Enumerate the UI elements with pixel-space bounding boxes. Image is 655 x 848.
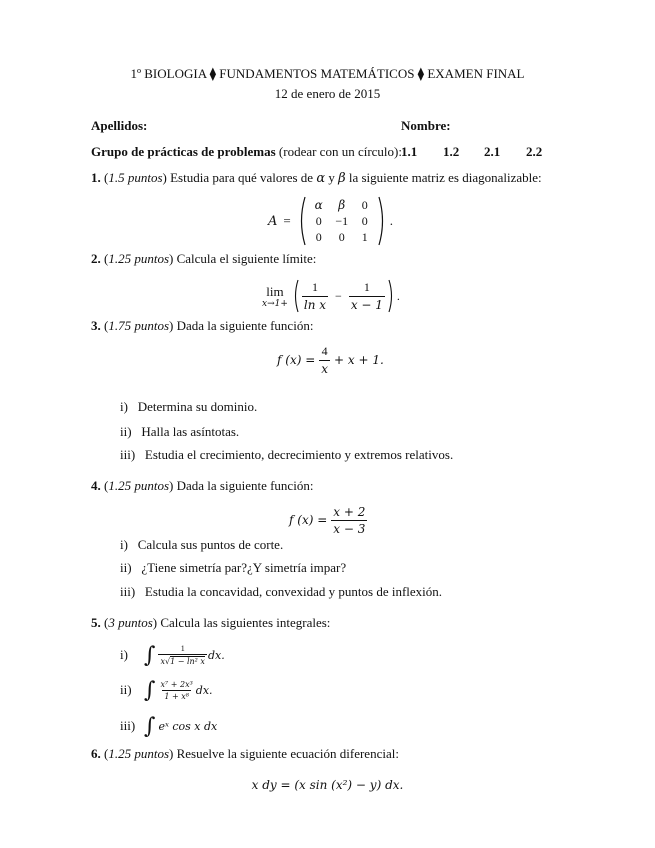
integral-sign-icon: ∫ <box>144 642 156 668</box>
problem-3-item-2: ii) Halla las asíntotas. <box>120 424 240 439</box>
right-paren-icon <box>378 196 387 246</box>
problem-3-item-1: i) Determina su dominio. <box>120 399 258 414</box>
problem-5-integral-2: ii) ∫ $\frac{\text{x⁷ + 2x³}}{\text{1 + x⁸}}$ dx. <box>120 677 213 703</box>
problem-5-statement: 5. (3 puntos) Calcula las siguientes integrales: <box>91 615 331 630</box>
problem-4-statement: 4. (1.25 puntos) Dada la siguiente función: <box>91 478 314 493</box>
exam-date: 12 de enero de 2015 <box>274 86 381 101</box>
problem-2-statement: 2. (1.25 puntos) Calcula el siguiente límite: <box>91 251 317 266</box>
problem-1-statement: 1. (1.5 puntos) Estudia para qué valores de α y β la siguiente matriz es diagonalizable: <box>91 170 542 186</box>
group-option-2[interactable]: 1.2 <box>443 144 460 159</box>
problem-6-equation: x dy = (x sin (x²) − y) dx. <box>251 778 404 792</box>
nombre-label: Nombre: <box>401 118 451 133</box>
group-line <box>91 144 402 160</box>
problem-3-function: f (x) = $\frac{4}{x}$ + x + 1. <box>277 344 384 376</box>
problem-4-item-3: iii) Estudia la concavidad, convexidad y puntos de inflexión. <box>120 584 443 599</box>
group-label: Grupo de prácticas de problemas <box>91 144 276 159</box>
problem-3-statement: 3. (1.75 puntos) Dada la siguiente función: <box>91 318 314 333</box>
problem-1-matrix: A = α β 0 0 −1 0 0 0 1 . <box>268 198 393 244</box>
problem-5-integral-3: iii) ∫ eˣ cos x dx <box>120 713 218 739</box>
integral-sign-icon: ∫ <box>144 713 156 739</box>
group-option-1[interactable]: 1.1 <box>401 144 418 159</box>
problem-5-integral-1: i) ∫ 1 x √ 1 − ln² x dx. <box>120 642 225 668</box>
apellidos-label: Apellidos: <box>91 118 148 133</box>
problem-4-item-2: ii) ¿Tiene simetría par?¿Y simetría impar? <box>120 560 347 575</box>
left-paren-icon <box>292 279 299 313</box>
problem-4-item-1: i) Calcula sus puntos de corte. <box>120 537 284 552</box>
group-option-3[interactable]: 2.1 <box>484 144 501 159</box>
problem-3-item-3: iii) Estudia el crecimiento, decrecimiento y extremos relativos. <box>120 447 454 462</box>
left-paren-icon <box>297 196 306 246</box>
integral-sign-icon: ∫ <box>144 677 156 703</box>
exam-title: 1º BIOLOGIA ⧫ FUNDAMENTOS MATEMÁTICOS ⧫ EXAMEN FINAL <box>130 66 525 81</box>
right-paren-icon <box>388 279 395 313</box>
problem-6-statement: 6. (1.25 puntos) Resuelve la siguiente ecuación diferencial: <box>91 746 399 761</box>
group-note: (rodear con un círculo): <box>278 144 402 159</box>
sqrt-icon: √ <box>164 656 171 666</box>
problem-4-function: f (x) = $\frac{x + 2}{x - 3}$ <box>289 504 366 536</box>
group-option-4[interactable]: 2.2 <box>526 144 543 159</box>
problem-2-limit: lim x→1+ $\frac{1}{\text{ln x}}$ − $\frac{1}{x - 1}$ . <box>262 280 400 312</box>
